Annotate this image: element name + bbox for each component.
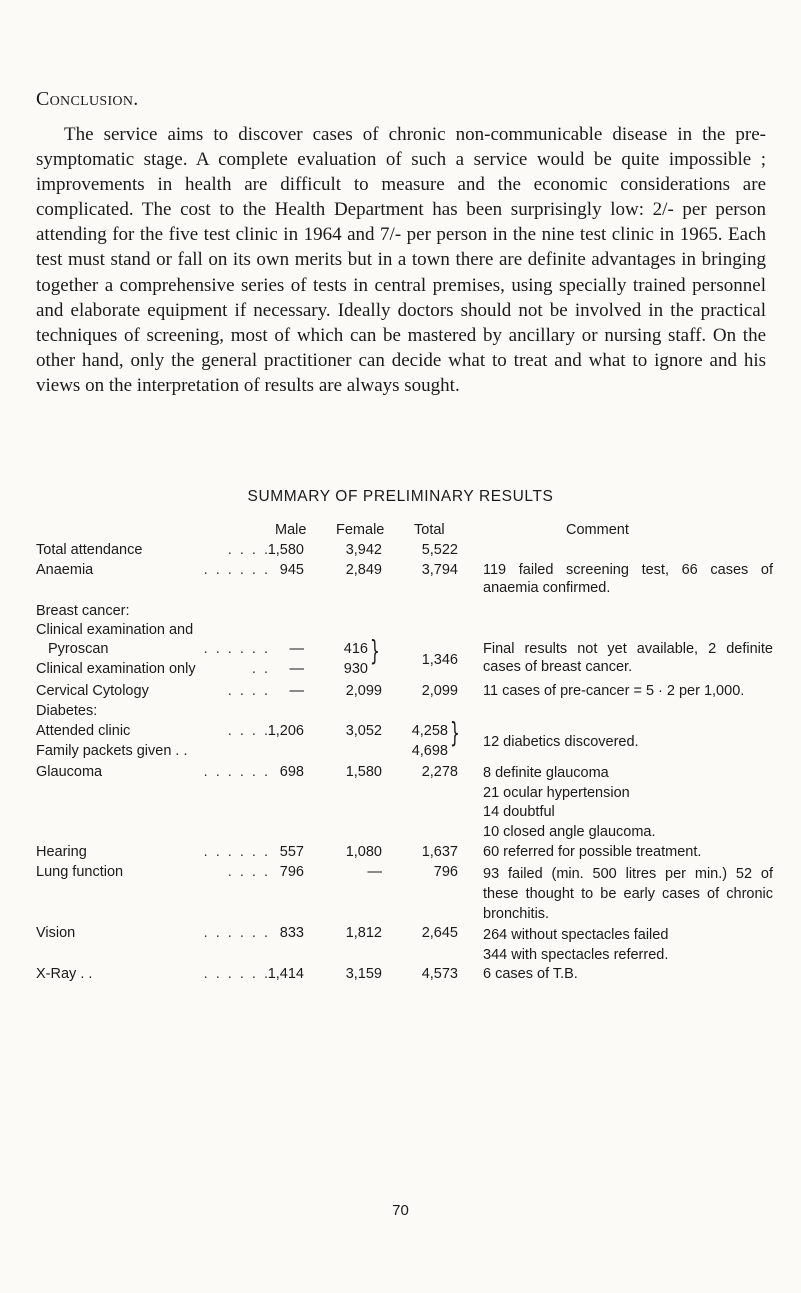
leader-dots: . . bbox=[251, 661, 270, 677]
row-label-clinical-and: Clinical examination and bbox=[36, 622, 194, 638]
row-label: Attended clinic bbox=[36, 723, 131, 739]
total-value: 4,698 bbox=[411, 743, 448, 759]
row-label: Cervical Cytology bbox=[36, 683, 149, 699]
group-label-diabetes: Diabetes: bbox=[36, 703, 98, 719]
comment-text: 93 failed (min. 500 litres per min.) 52 of these thought to be early cases of chronic bronchitis. bbox=[483, 866, 773, 922]
header-female: Female bbox=[336, 522, 385, 538]
row-label: X-Ray . . bbox=[36, 966, 93, 982]
total-value: 4,573 bbox=[421, 966, 458, 982]
male-value: 1,206 bbox=[267, 723, 304, 739]
total-value: 4,258 bbox=[411, 723, 448, 739]
comment-text: 119 failed screening test, 66 cases of anaemia confirmed. bbox=[483, 562, 773, 596]
female-value: 1,580 bbox=[345, 764, 382, 780]
female-value: — bbox=[367, 864, 382, 880]
page-number: 70 bbox=[392, 1202, 409, 1219]
comment-text: 11 cases of pre-cancer = 5 · 2 per 1,000. bbox=[483, 683, 745, 699]
female-value: 416 bbox=[343, 641, 368, 657]
total-value: 2,278 bbox=[421, 764, 458, 780]
row-label: Family packets given . . bbox=[36, 743, 188, 759]
leader-dots: . . . . bbox=[227, 723, 270, 739]
comment-text: 12 diabetics discovered. bbox=[483, 734, 639, 750]
header-male: Male bbox=[275, 522, 307, 538]
total-value: 3,794 bbox=[421, 562, 458, 578]
table-title: SUMMARY OF PRELIMINARY RESULTS bbox=[247, 488, 554, 505]
header-total: Total bbox=[414, 522, 445, 538]
conclusion-paragraph: The service aims to discover cases of chronic non-communicable disease in the pre-symptomatic stage. A complete evaluation of such a service would be quite impossible ; improvements in health are difficult to measure and the economic considerations are complicated. The cost to the Health Department has been surprisingly low: 2/- per person attending for the five test clinic in 1964 and 7/- per person in the nine test clinic in 1965. Each test must stand or fall on its own merits but in a town there are definite advantages in bringing together a comprehensive series of tests in central premises, using specially trained personnel and elaborate equipment if necessary. Ideally doctors should not be involved in the practical techniques of screening, most of which can be mastered by ancillary or nursing staff. On the other hand, only the general practitioner can decide what to treat and what to ignore and his views on the interpretation of results are always sought. bbox=[36, 124, 766, 396]
male-value: — bbox=[289, 683, 304, 699]
male-value: 698 bbox=[279, 764, 304, 780]
brace-icon: } bbox=[370, 634, 380, 667]
header-comment: Comment bbox=[566, 522, 629, 538]
comment-line: 344 with spectacles referred. bbox=[483, 947, 669, 963]
comment-line: 10 closed angle glaucoma. bbox=[483, 823, 656, 840]
female-value: 3,052 bbox=[345, 723, 382, 739]
female-value: 1,080 bbox=[345, 844, 382, 860]
comment-text: 60 referred for possible treatment. bbox=[483, 844, 702, 860]
row-label: Vision bbox=[36, 925, 76, 941]
male-value: — bbox=[289, 641, 304, 657]
section-heading: Conclusion. bbox=[36, 88, 139, 110]
female-value: 3,159 bbox=[345, 966, 382, 982]
female-value: 2,099 bbox=[345, 683, 382, 699]
leader-dots: . . . . . . bbox=[203, 966, 270, 982]
row-label: Glaucoma bbox=[36, 764, 103, 780]
row-label: Lung function bbox=[36, 864, 124, 880]
comment-text: Final results not yet available, 2 definite cases of breast cancer. bbox=[483, 641, 773, 675]
total-value: 1,346 bbox=[421, 652, 458, 668]
leader-dots: . . . . . . bbox=[203, 764, 270, 780]
row-label: Hearing bbox=[36, 844, 87, 860]
comment-text: 6 cases of T.B. bbox=[483, 966, 578, 982]
male-value: 1,580 bbox=[267, 542, 304, 558]
group-label-breast-cancer: Breast cancer: bbox=[36, 603, 130, 619]
leader-dots: . . . . . . bbox=[203, 925, 270, 941]
male-value: — bbox=[289, 661, 304, 677]
comment-text bbox=[483, 764, 773, 842]
female-value: 3,942 bbox=[345, 542, 382, 558]
total-value: 1,637 bbox=[421, 844, 458, 860]
brace-icon: } bbox=[450, 716, 460, 749]
comment-line: 264 without spectacles failed bbox=[483, 927, 669, 943]
leader-dots: . . . . bbox=[227, 542, 270, 558]
total-value: 2,645 bbox=[421, 925, 458, 941]
comment-text bbox=[483, 925, 773, 965]
row-label: Pyroscan bbox=[48, 641, 109, 657]
leader-dots: . . . . bbox=[227, 864, 270, 880]
row-label: Total attendance bbox=[36, 542, 143, 558]
leader-dots: . . . . . . bbox=[203, 562, 270, 578]
row-label: Anaemia bbox=[36, 562, 94, 578]
female-value: 1,812 bbox=[345, 925, 382, 941]
male-value: 796 bbox=[279, 864, 304, 880]
male-value: 945 bbox=[279, 562, 304, 578]
leader-dots: . . . . . . bbox=[203, 641, 270, 657]
female-value: 930 bbox=[343, 661, 368, 677]
total-value: 2,099 bbox=[421, 683, 458, 699]
male-value: 1,414 bbox=[267, 966, 304, 982]
comment-line: 21 ocular hypertension bbox=[483, 784, 630, 801]
comment-line: 14 doubtful bbox=[483, 804, 555, 820]
comment-line: 8 definite glaucoma bbox=[483, 765, 609, 781]
female-value: 2,849 bbox=[345, 562, 382, 578]
male-value: 833 bbox=[279, 925, 304, 941]
leader-dots: . . . . . . bbox=[203, 844, 270, 860]
total-value: 796 bbox=[433, 864, 458, 880]
male-value: 557 bbox=[279, 844, 304, 860]
leader-dots: . . . . bbox=[227, 683, 270, 699]
total-value: 5,522 bbox=[421, 542, 458, 558]
row-label: Clinical examination only bbox=[36, 661, 196, 677]
